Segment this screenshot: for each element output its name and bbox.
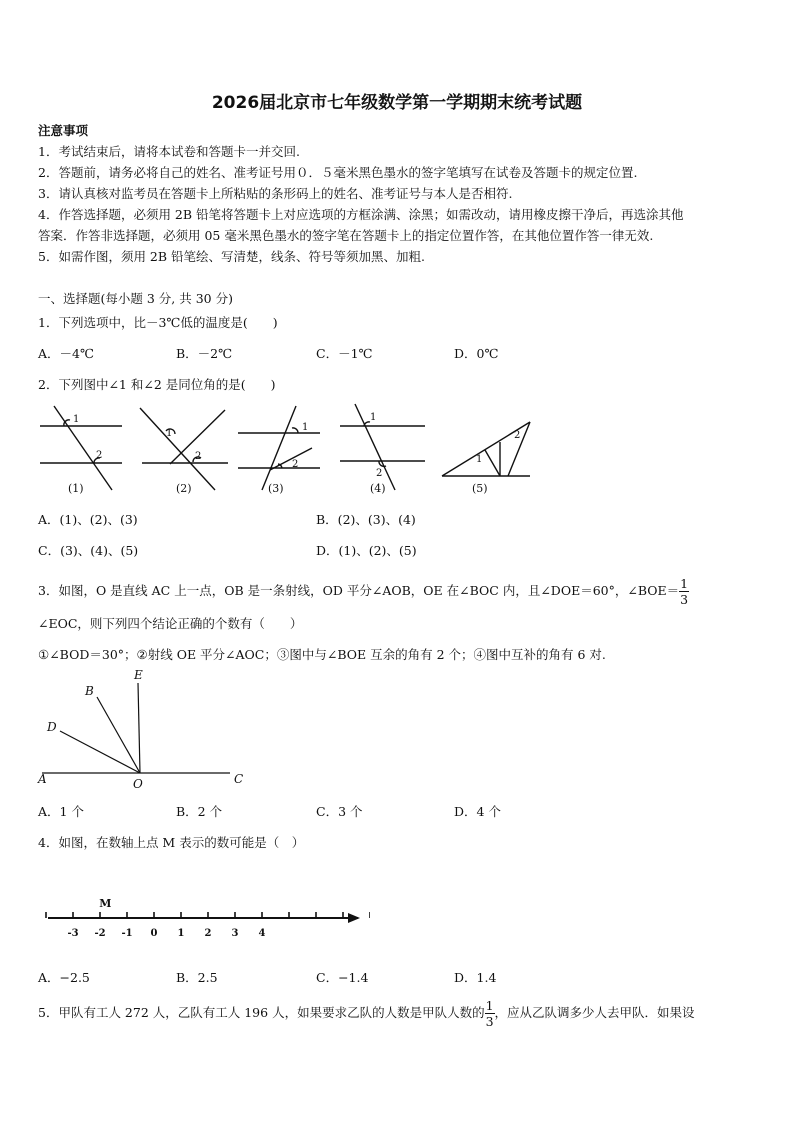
notice-item-3: 3．请认真核对监考员在答题卡上所粘贴的条形码上的姓名、准考证号与本人是否相符. xyxy=(38,186,513,201)
q3-option-c[interactable]: C．3 个 xyxy=(316,804,363,819)
q3-option-a[interactable]: A．1 个 xyxy=(38,804,84,819)
number-line-tick-label: 1 xyxy=(177,928,185,939)
number-line-tick-label: 2 xyxy=(204,928,212,939)
notice-item-5: 5．如需作图，须用 2B 铅笔绘、写清楚，线条、符号等须加黑、加粗. xyxy=(38,249,426,264)
svg-text:O: O xyxy=(133,777,143,791)
q2-option-c[interactable]: C．(3)、(4)、(5) xyxy=(38,543,139,558)
question-5-stem xyxy=(38,998,695,1029)
q5-stem-part1: 5．甲队有工人 272 人，乙队有工人 196 人，如果要求乙队的人数是甲队人数的 xyxy=(38,1005,485,1020)
q4-option-c[interactable]: C．−1.4 xyxy=(316,970,369,985)
question-3-stem xyxy=(38,576,689,607)
q3-conclusions: ①∠BOD＝30°；②射线 OE 平分∠AOC；③图中与∠BOE 互余的角有 2 个；④图中互补的角有 6 对. xyxy=(38,647,606,662)
number-line-tick-label: 0 xyxy=(150,928,158,939)
svg-text:D: D xyxy=(47,720,57,734)
number-line xyxy=(40,890,370,942)
notice-item-2: 2．答题前，请务必将自己的姓名、准考证号用０．５毫米黑色墨水的签字笔填写在试卷及答题卡的规定位置. xyxy=(38,165,638,180)
svg-text:2: 2 xyxy=(514,430,521,441)
q3-figure xyxy=(30,665,260,795)
svg-text:2: 2 xyxy=(96,450,103,461)
number-line-tick-label: 4 xyxy=(258,928,266,939)
section-heading: 一、选择题(每小题 3 分, 共 30 分) xyxy=(38,291,233,306)
svg-text:C: C xyxy=(234,772,244,786)
number-line-tick-label: -2 xyxy=(94,928,106,939)
number-line-tick-label: 3 xyxy=(231,928,239,939)
svg-text:E: E xyxy=(134,668,143,682)
q3-fraction: $\frac{1}{3}$ xyxy=(680,576,689,607)
q3-stem-part1: 3．如图，O 是直线 AC 上一点，OB 是一条射线，OD 平分∠AOB，OE 在∠BOC 内，且∠DOE＝60°，∠BOE＝ xyxy=(38,583,680,598)
svg-text:B: B xyxy=(85,684,94,698)
question-1-stem: 1．下列选项中，比－3℃低的温度是( ) xyxy=(38,315,278,330)
q4-option-a[interactable]: A．−2.5 xyxy=(38,970,90,985)
svg-text:A: A xyxy=(38,772,47,786)
svg-text:(3): (3) xyxy=(268,482,284,495)
number-line-tick-label: -3 xyxy=(67,928,79,939)
svg-text:(4): (4) xyxy=(370,482,386,495)
q3-option-b[interactable]: B．2 个 xyxy=(176,804,223,819)
svg-text:1: 1 xyxy=(166,428,173,439)
question-2-stem: 2．下列图中∠1 和∠2 是同位角的是( ) xyxy=(38,377,276,392)
q2-option-a[interactable]: A．(1)、(2)、(3) xyxy=(38,512,138,527)
svg-text:(1): (1) xyxy=(68,482,84,495)
notice-item-4-cont: 答案．作答非选择题，必须用 05 毫米黑色墨水的签字笔在答题卡上的指定位置作答，在其他位置作答一律无效. xyxy=(38,228,654,243)
q1-option-a[interactable]: A．－4℃ xyxy=(38,346,94,361)
q1-option-c[interactable]: C．－1℃ xyxy=(316,346,373,361)
svg-text:(5): (5) xyxy=(472,482,488,495)
q5-stem-part2: ，应从乙队调多少人去甲队．如果设 xyxy=(494,1005,695,1020)
q2-figures xyxy=(30,398,570,498)
notice-item-4: 4．作答选择题，必须用 2B 铅笔将答题卡上对应选项的方框涂满、涂黑；如需改动，请用橡皮擦干净后，再选涂其他 xyxy=(38,207,684,222)
question-4-stem: 4．如图，在数轴上点 M 表示的数可能是（ ） xyxy=(38,835,305,850)
q2-option-b[interactable]: B．(2)、(3)、(4) xyxy=(316,512,416,527)
q4-option-d[interactable]: D．1.4 xyxy=(454,970,497,985)
q1-option-b[interactable]: B．－2℃ xyxy=(176,346,233,361)
svg-text:2: 2 xyxy=(376,468,383,479)
question-3-stem-cont: ∠EOC，则下列四个结论正确的个数有（ ） xyxy=(38,616,303,631)
number-line-tick-label: -1 xyxy=(121,928,133,939)
q3-option-d[interactable]: D．4 个 xyxy=(454,804,501,819)
page-title: 2026届北京市七年级数学第一学期期末统考试题 xyxy=(211,93,583,113)
q4-option-b[interactable]: B．2.5 xyxy=(176,970,218,985)
svg-text:1: 1 xyxy=(370,412,377,423)
q5-fraction: $\frac{1}{3}$ xyxy=(485,998,494,1029)
point-m-label: M xyxy=(99,897,112,910)
svg-text:1: 1 xyxy=(73,414,80,425)
svg-text:2: 2 xyxy=(195,451,202,462)
notice-heading: 注意事项 xyxy=(38,123,89,138)
q1-option-d[interactable]: D．0℃ xyxy=(454,346,499,361)
svg-text:1: 1 xyxy=(476,454,483,465)
q2-option-d[interactable]: D．(1)、(2)、(5) xyxy=(316,543,417,558)
svg-text:(2): (2) xyxy=(176,482,192,495)
svg-text:1: 1 xyxy=(302,422,309,433)
svg-text:2: 2 xyxy=(292,459,299,470)
notice-item-1: 1．考试结束后，请将本试卷和答题卡一并交回. xyxy=(38,144,300,159)
